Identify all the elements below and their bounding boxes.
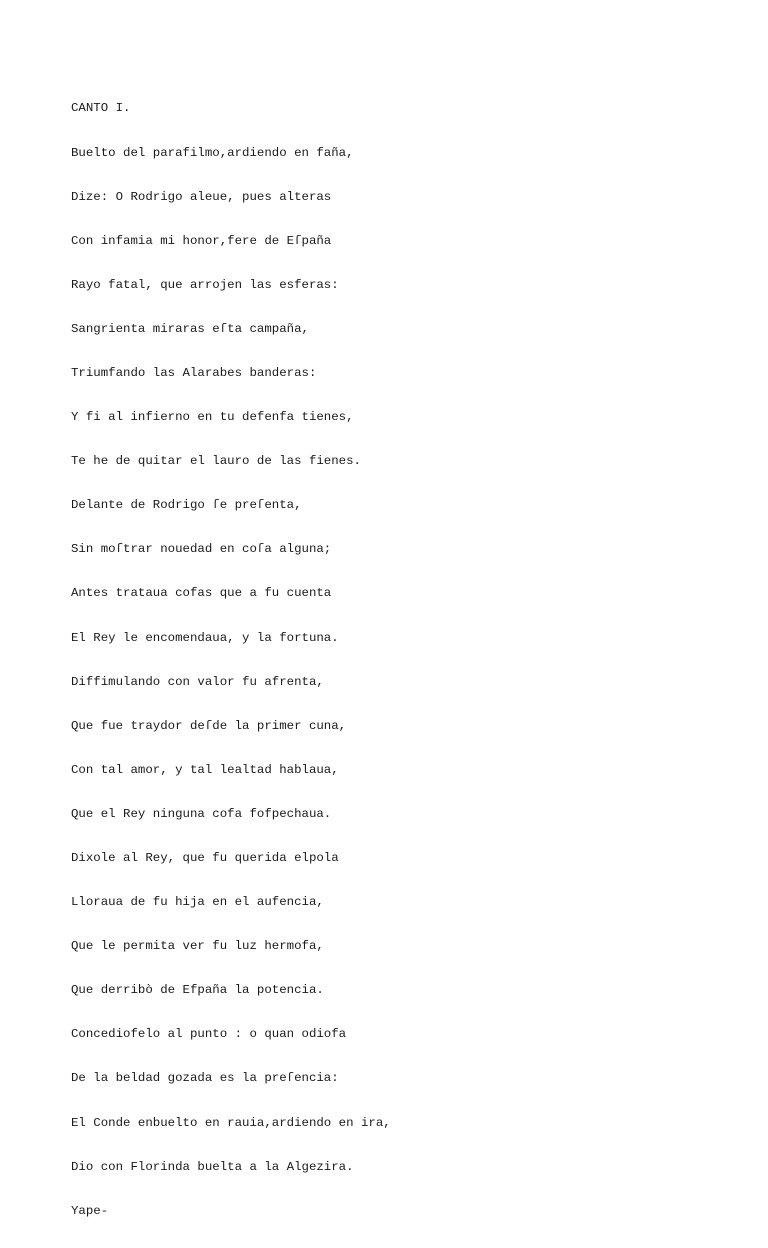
poem-text [71,72,391,1248]
text-line: Con tal amor, y tal lealtad hablaua, [71,762,339,777]
canto-heading: CANTO I. [71,101,131,116]
text-line: Y fi al infierno en tu defenfa tienes, [71,410,354,425]
text-line: Sin moſtrar nouedad en coſa alguna; [71,542,332,557]
text-line: El Conde enbuelto en rauia,ardiendo en ira, [71,1115,391,1130]
text-line: Triumfando las Alarabes banderas: [71,365,317,380]
text-line: Que le permita ver fu luz hermofa, [71,939,324,954]
text-line: Diffimulando con valor fu afrenta, [71,674,324,689]
text-line: Delante de Rodrigo ſe preſenta, [71,498,302,513]
text-line: Te he de quitar el lauro de las fienes. [71,454,361,469]
text-line: De la beldad gozada es la preſencia: [71,1071,339,1086]
text-line: Antes trataua cofas que a fu cuenta [71,586,332,601]
text-line: Dize: O Rodrigo aleue, pues alteras [71,189,332,204]
text-line: Buelto del parafilmo,ardiendo en faña, [71,145,354,160]
text-line: El Rey le encomendaua, y la fortuna. [71,630,339,645]
text-line: Que el Rey ninguna cofa fofpechaua. [71,806,332,821]
text-line: Sangrienta miraras eſta campaña, [71,321,309,336]
text-line: Dixole al Rey, que fu querida elpola [71,851,339,865]
text-line: Lloraua de fu hija en el aufencia, [71,895,324,910]
text-line: Concediofelo al punto : o quan odiofa [71,1027,347,1042]
text-line: Con infamia mi honor,fere de Eſpaña [71,233,332,248]
catchword: Yape- [71,1203,109,1218]
text-line: Que fue traydor deſde la primer cuna, [71,718,347,733]
text-line: Que derribò de Efpaña la potencia. [71,983,324,998]
text-line: Dio con Florinda buelta a la Algezira. [71,1159,354,1174]
text-line: Rayo fatal, que arrojen las esferas: [71,277,339,292]
